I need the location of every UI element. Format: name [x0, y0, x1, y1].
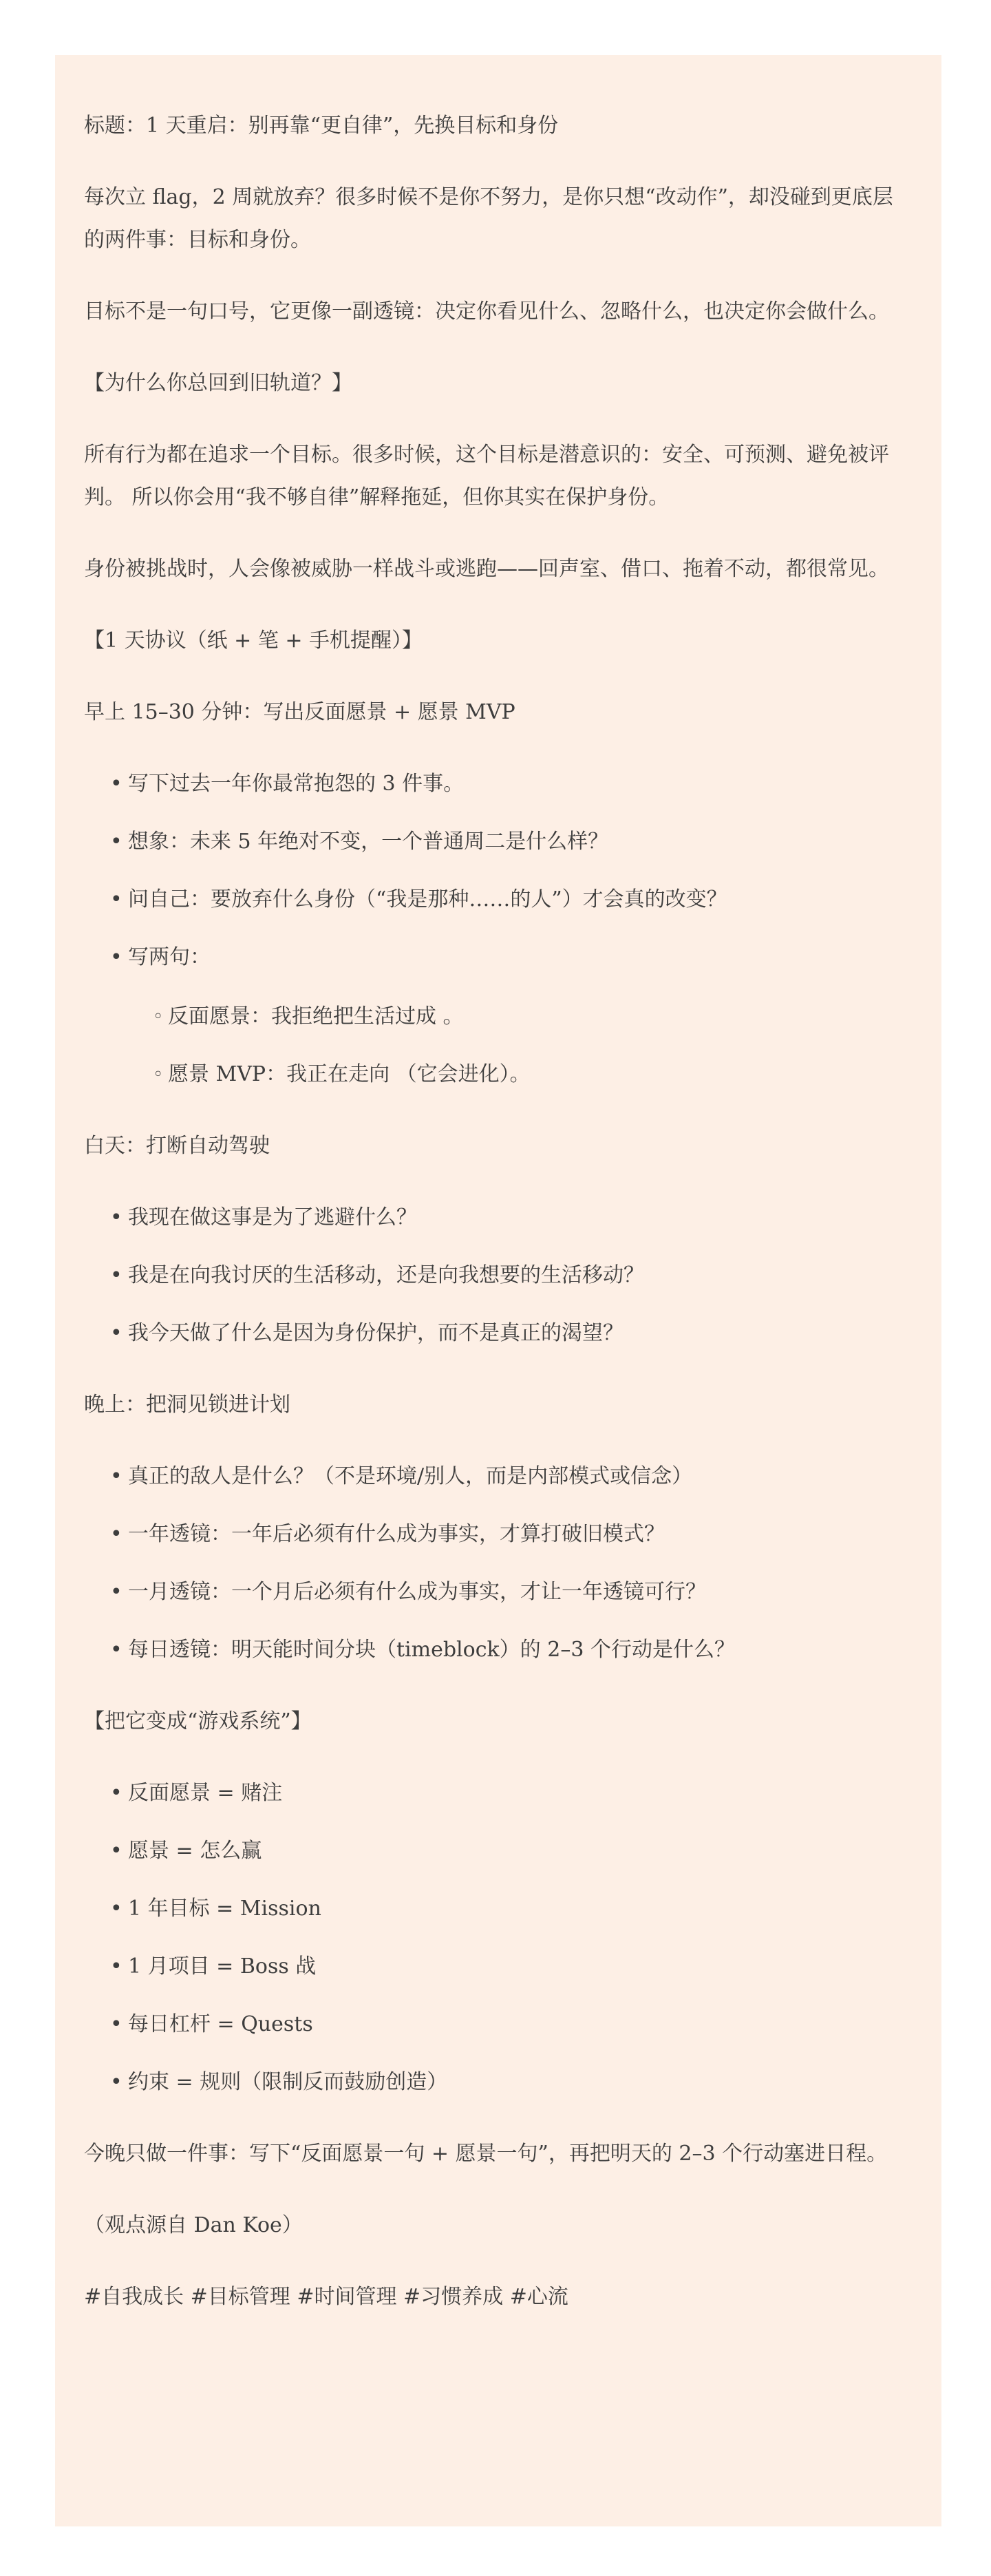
daytime-list: [84, 1196, 907, 1355]
list-item: • 真正的敌人是什么？（不是环境/别人，而是内部模式或信念）: [128, 1455, 907, 1498]
sub-list: [128, 995, 907, 1096]
list-item: • 写下过去一年你最常抱怨的 3 件事。: [128, 763, 907, 805]
list-item: • 我今天做了什么是因为身份保护，而不是真正的渴望？: [128, 1312, 907, 1355]
hashtags: #自我成长 #目标管理 #时间管理 #习惯养成 #心流: [84, 2285, 568, 2309]
list-item-with-sublist: [128, 936, 907, 1096]
game-list: [84, 1772, 907, 2104]
list-item: • 反面愿景 = 赌注: [128, 1772, 907, 1815]
list-item: • 约束 = 规则（限制反而鼓励创造）: [128, 2061, 907, 2104]
morning-list: [84, 763, 907, 1096]
why-paragraph: 身份被挑战时，人会像被威胁一样战斗或逃跑——回声室、借口、拖着不动，都很常见。: [84, 557, 889, 581]
list-item: • 1 月项目 = Boss 战: [128, 1945, 907, 1988]
why-paragraph: 所有行为都在追求一个目标。很多时候，这个目标是潜意识的：安全、可预测、避免被评判。 所以你会用“我不够自律”解释拖延，但你其实在保护身份。: [84, 443, 889, 509]
intro-paragraph: 每次立 flag，2 周就放弃？很多时候不是你不努力，是你只想“改动作”，却没碰到更底层的两件事：目标和身份。: [84, 185, 893, 252]
morning-label: 早上 15–30 分钟：写出反面愿景 + 愿景 MVP: [84, 700, 515, 724]
section-heading-game: 【把它变成“游戏系统”】: [84, 1709, 312, 1733]
list-item: • 愿景 = 怎么赢: [128, 1830, 907, 1872]
section-heading-why: 【为什么你总回到旧轨道？】: [84, 371, 352, 395]
list-item: • 每日透镜：明天能时间分块（timeblock）的 2–3 个行动是什么？: [128, 1629, 907, 1671]
list-item: • 想象：未来 5 年绝对不变，一个普通周二是什么样？: [128, 821, 907, 863]
section-heading-protocol: 【1 天协议（纸 + 笔 + 手机提醒）】: [84, 629, 423, 653]
list-item: • 我现在做这事是为了逃避什么？: [128, 1196, 907, 1239]
evening-label: 晚上：把洞见锁进计划: [84, 1393, 290, 1417]
article-title: 标题：1 天重启：别再靠“更自律”，先换目标和身份: [84, 114, 559, 138]
daytime-label: 白天：打断自动驾驶: [84, 1134, 270, 1158]
list-item: • 每日杠杆 = Quests: [128, 2003, 907, 2046]
intro-paragraph: 目标不是一句口号，它更像一副透镜：决定你看见什么、忽略什么，也决定你会做什么。: [84, 299, 889, 324]
sub-list-item: ◦ 反面愿景：我拒绝把生活过成 。: [168, 995, 907, 1038]
list-item: • 一月透镜：一个月后必须有什么成为事实，才让一年透镜可行？: [128, 1571, 907, 1614]
source-note: （观点源自 Dan Koe）: [84, 2213, 303, 2237]
article-card: [55, 55, 941, 2526]
sub-list-item: ◦ 愿景 MVP：我正在走向 （它会进化）。: [168, 1053, 907, 1096]
list-item: • 一年透镜：一年后必须有什么成为事实，才算打破旧模式？: [128, 1513, 907, 1556]
evening-list: [84, 1455, 907, 1671]
list-item: • 1 年目标 = Mission: [128, 1888, 907, 1930]
closing-paragraph: 今晚只做一件事：写下“反面愿景一句 + 愿景一句”，再把明天的 2–3 个行动塞进日程。: [84, 2142, 888, 2166]
list-item: • 问自己：要放弃什么身份（“我是那种……的人”）才会真的改变？: [128, 878, 907, 921]
list-item: • 我是在向我讨厌的生活移动，还是向我想要的生活移动？: [128, 1254, 907, 1297]
list-item-label: 写两句：: [128, 945, 211, 969]
